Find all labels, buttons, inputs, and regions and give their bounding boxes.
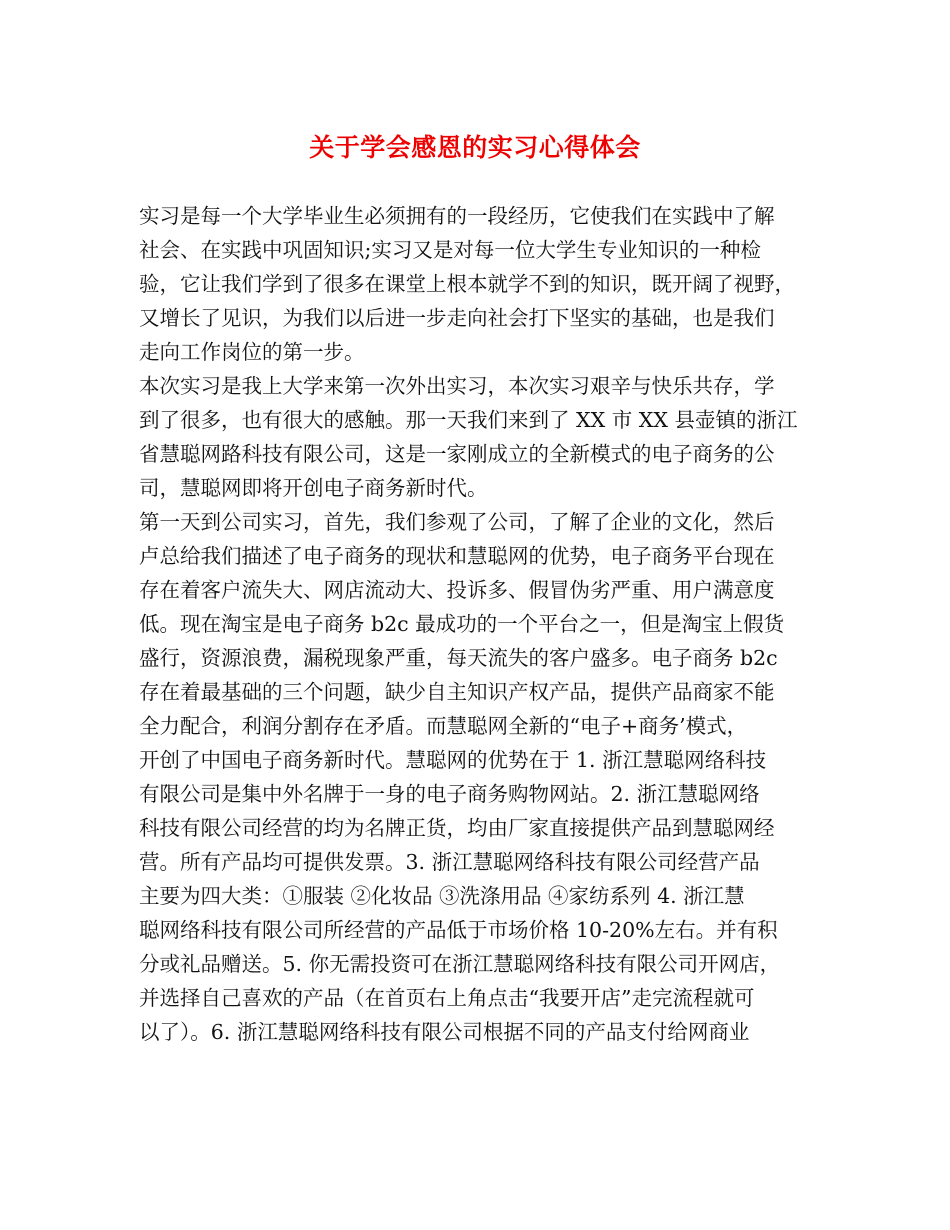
body-line: 低。现在淘宝是电子商务 b2c 最成功的一个平台之一，但是淘宝上假货 xyxy=(139,612,785,636)
body-line: 营。所有产品均可提供发票。3. 浙江慧聪网络科技有限公司经营产品 xyxy=(139,850,760,874)
body-line: 第一天到公司实习，首先，我们参观了公司，了解了企业的文化，然后 xyxy=(139,510,775,534)
body-line: 到了很多，也有很大的感触。那一天我们来到了 XX 市 XX 县壶镇的浙江 xyxy=(139,408,798,432)
document-body xyxy=(139,199,829,1049)
body-line: 主要为四大类：①服装 ②化妆品 ③洗涤用品 ④家纺系列 4. 浙江慧 xyxy=(139,884,745,908)
body-line: 存在着最基础的三个问题，缺少自主知识产权产品，提供产品商家不能 xyxy=(139,680,775,704)
body-line: 又增长了见识，为我们以后进一步走向社会打下坚实的基础，也是我们 xyxy=(139,306,775,330)
body-line: 实习是每一个大学毕业生必须拥有的一段经历，它使我们在实践中了解 xyxy=(139,204,775,228)
document-title: 关于学会感恩的实习心得体会 xyxy=(309,133,641,162)
body-line: 科技有限公司经营的均为名牌正货，均由厂家直接提供产品到慧聪网经 xyxy=(139,816,775,840)
body-line: 存在着客户流失大、网店流动大、投诉多、假冒伪劣严重、用户满意度 xyxy=(139,578,775,602)
body-line: 分或礼品赠送。5. 你无需投资可在浙江慧聪网络科技有限公司开网店， xyxy=(139,952,781,976)
body-line: 省慧聪网路科技有限公司，这是一家刚成立的全新模式的电子商务的公 xyxy=(139,442,775,466)
body-line: 开创了中国电子商务新时代。慧聪网的优势在于 1. 浙江慧聪网络科技 xyxy=(139,748,767,772)
body-line: 盛行，资源浪费，漏税现象严重，每天流失的客户盛多。电子商务 b2c xyxy=(139,646,778,670)
body-line: 卢总给我们描述了电子商务的现状和慧聪网的优势，电子商务平台现在 xyxy=(139,544,775,568)
body-line: 司，慧聪网即将开创电子商务新时代。 xyxy=(139,476,488,500)
body-line: 有限公司是集中外名牌于一身的电子商务购物网站。2. 浙江慧聪网络 xyxy=(139,782,760,806)
body-line: 验，它让我们学到了很多在课堂上根本就学不到的知识，既开阔了视野， xyxy=(139,272,795,296)
body-line: 以了）。6. 浙江慧聪网络科技有限公司根据不同的产品支付给网商业 xyxy=(139,1020,750,1044)
body-line: 并选择自己喜欢的产品（在首页右上角点击“我要开店”走完流程就可 xyxy=(139,986,755,1010)
body-line: 全力配合，利润分割存在矛盾。而慧聪网全新的“电子+商务’模式， xyxy=(139,714,748,738)
body-line: 社会、在实践中巩固知识;实习又是对每一位大学生专业知识的一种检 xyxy=(139,238,761,262)
body-line: 走向工作岗位的第一步。 xyxy=(139,340,365,364)
body-line: 本次实习是我上大学来第一次外出实习，本次实习艰辛与快乐共存，学 xyxy=(139,374,775,398)
body-line: 聪网络科技有限公司所经营的产品低于市场价格 10-20%左右。并有积 xyxy=(139,918,778,942)
